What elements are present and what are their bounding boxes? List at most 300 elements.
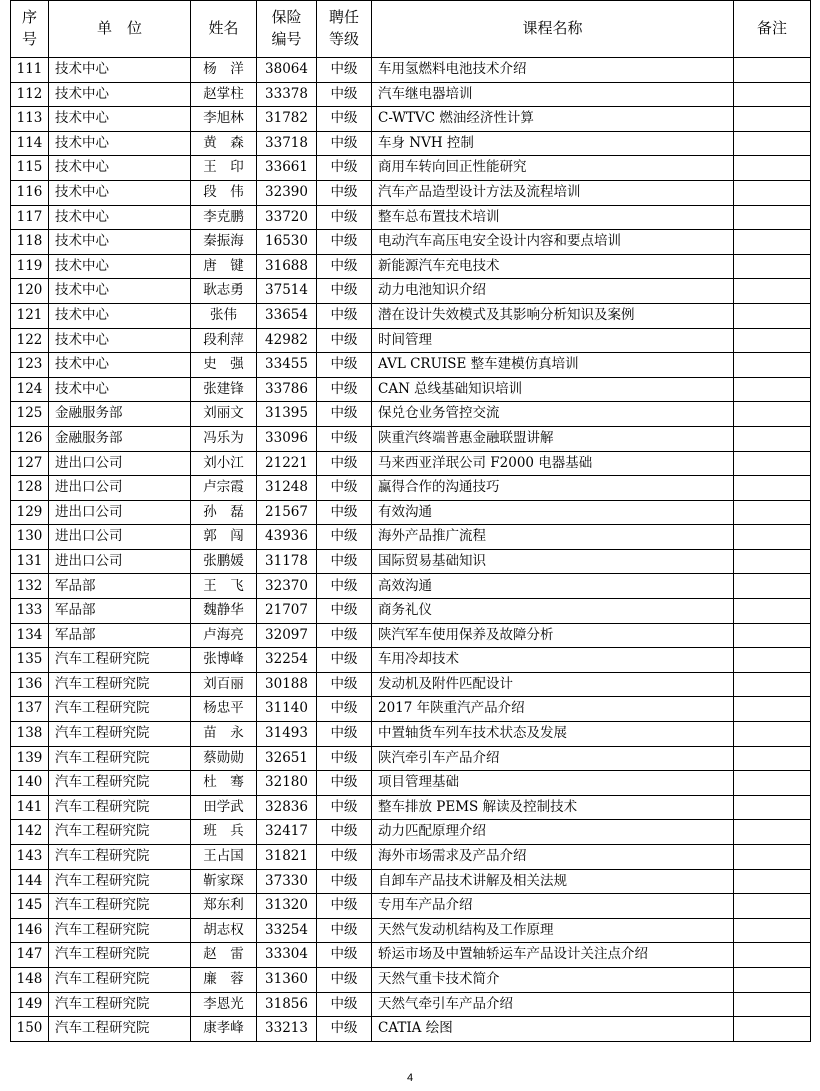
row-grade: 中级 (317, 500, 372, 525)
row-note (734, 845, 811, 870)
row-unit: 汽车工程研究院 (49, 697, 191, 722)
row-unit: 技术中心 (49, 328, 191, 353)
row-note (734, 549, 811, 574)
row-course: 2017 年陕重汽产品介绍 (372, 697, 734, 722)
row-insurance-no: 31782 (257, 107, 317, 132)
row-grade: 中级 (317, 574, 372, 599)
row-name: 史 强 (191, 353, 257, 378)
table-row (11, 648, 811, 673)
row-seq: 150 (11, 1017, 49, 1042)
row-course: 天然气牵引车产品介绍 (372, 992, 734, 1017)
row-unit: 技术中心 (49, 180, 191, 205)
row-note (734, 500, 811, 525)
row-note (734, 599, 811, 624)
table-row (11, 156, 811, 181)
header-seq: 序 号 (11, 1, 49, 58)
row-seq: 121 (11, 303, 49, 328)
row-unit: 技术中心 (49, 156, 191, 181)
row-grade: 中级 (317, 992, 372, 1017)
row-note (734, 771, 811, 796)
row-grade: 中级 (317, 599, 372, 624)
row-insurance-no: 31140 (257, 697, 317, 722)
table-row (11, 131, 811, 156)
row-name: 卢海亮 (191, 623, 257, 648)
row-insurance-no: 33786 (257, 377, 317, 402)
row-unit: 军品部 (49, 574, 191, 599)
row-course: 商务礼仪 (372, 599, 734, 624)
row-note (734, 205, 811, 230)
row-grade: 中级 (317, 377, 372, 402)
row-course: AVL CRUISE 整车建模仿真培训 (372, 353, 734, 378)
row-course: 天然气重卡技术简介 (372, 967, 734, 992)
row-seq: 146 (11, 918, 49, 943)
row-note (734, 303, 811, 328)
row-insurance-no: 33254 (257, 918, 317, 943)
course-table (10, 0, 811, 1042)
row-insurance-no: 33213 (257, 1017, 317, 1042)
row-insurance-no: 31178 (257, 549, 317, 574)
header-unit: 单 位 (49, 1, 191, 58)
row-seq: 148 (11, 967, 49, 992)
row-grade: 中级 (317, 672, 372, 697)
row-seq: 137 (11, 697, 49, 722)
row-note (734, 451, 811, 476)
row-unit: 技术中心 (49, 107, 191, 132)
header-course: 课程名称 (372, 1, 734, 58)
row-insurance-no: 33304 (257, 943, 317, 968)
table-row (11, 377, 811, 402)
row-note (734, 967, 811, 992)
row-unit: 技术中心 (49, 205, 191, 230)
table-row (11, 943, 811, 968)
row-insurance-no: 32390 (257, 180, 317, 205)
row-unit: 汽车工程研究院 (49, 771, 191, 796)
row-insurance-no: 33096 (257, 426, 317, 451)
row-grade: 中级 (317, 549, 372, 574)
row-grade: 中级 (317, 180, 372, 205)
table-body (11, 58, 811, 1042)
row-course: 陕汽牵引车产品介绍 (372, 746, 734, 771)
row-name: 耿志勇 (191, 279, 257, 304)
table-row (11, 82, 811, 107)
row-note (734, 156, 811, 181)
row-course: 国际贸易基础知识 (372, 549, 734, 574)
row-insurance-no: 33378 (257, 82, 317, 107)
row-grade: 中级 (317, 476, 372, 501)
row-insurance-no: 31493 (257, 722, 317, 747)
row-unit: 进出口公司 (49, 549, 191, 574)
row-unit: 技术中心 (49, 377, 191, 402)
row-unit: 汽车工程研究院 (49, 746, 191, 771)
row-name: 苗 永 (191, 722, 257, 747)
row-grade: 中级 (317, 451, 372, 476)
row-grade: 中级 (317, 426, 372, 451)
row-unit: 汽车工程研究院 (49, 869, 191, 894)
row-note (734, 525, 811, 550)
row-note (734, 992, 811, 1017)
row-grade: 中级 (317, 943, 372, 968)
row-course: 电动汽车高压电安全设计内容和要点培训 (372, 230, 734, 255)
row-seq: 112 (11, 82, 49, 107)
row-name: 刘丽文 (191, 402, 257, 427)
row-grade: 中级 (317, 894, 372, 919)
row-course: 车用冷却技术 (372, 648, 734, 673)
row-unit: 技术中心 (49, 82, 191, 107)
row-unit: 技术中心 (49, 353, 191, 378)
row-course: 车用氢燃料电池技术介绍 (372, 58, 734, 83)
row-seq: 141 (11, 795, 49, 820)
row-course: 汽车产品造型设计方法及流程培训 (372, 180, 734, 205)
row-seq: 115 (11, 156, 49, 181)
row-name: 班 兵 (191, 820, 257, 845)
row-note (734, 722, 811, 747)
row-unit: 汽车工程研究院 (49, 1017, 191, 1042)
table-row (11, 402, 811, 427)
row-seq: 143 (11, 845, 49, 870)
row-course: 马来西亚洋珉公司 F2000 电器基础 (372, 451, 734, 476)
row-grade: 中级 (317, 795, 372, 820)
row-insurance-no: 31856 (257, 992, 317, 1017)
row-seq: 126 (11, 426, 49, 451)
table-row (11, 500, 811, 525)
row-grade: 中级 (317, 967, 372, 992)
row-grade: 中级 (317, 156, 372, 181)
row-name: 刘百丽 (191, 672, 257, 697)
row-name: 王占国 (191, 845, 257, 870)
row-seq: 131 (11, 549, 49, 574)
row-unit: 汽车工程研究院 (49, 918, 191, 943)
row-insurance-no: 32651 (257, 746, 317, 771)
row-note (734, 353, 811, 378)
row-insurance-no: 21567 (257, 500, 317, 525)
row-name: 卢宗霞 (191, 476, 257, 501)
table-row (11, 672, 811, 697)
row-grade: 中级 (317, 525, 372, 550)
row-unit: 进出口公司 (49, 500, 191, 525)
row-name: 胡志权 (191, 918, 257, 943)
row-note (734, 894, 811, 919)
row-note (734, 279, 811, 304)
row-note (734, 623, 811, 648)
row-note (734, 426, 811, 451)
row-unit: 汽车工程研究院 (49, 845, 191, 870)
row-course: 动力匹配原理介绍 (372, 820, 734, 845)
row-note (734, 648, 811, 673)
row-note (734, 574, 811, 599)
row-note (734, 58, 811, 83)
row-name: 李恩光 (191, 992, 257, 1017)
row-name: 魏静华 (191, 599, 257, 624)
row-grade: 中级 (317, 722, 372, 747)
row-seq: 144 (11, 869, 49, 894)
header-insurance: 保险 编号 (257, 1, 317, 58)
row-name: 张建锋 (191, 377, 257, 402)
table-row (11, 746, 811, 771)
row-note (734, 402, 811, 427)
row-unit: 汽车工程研究院 (49, 967, 191, 992)
row-unit: 军品部 (49, 623, 191, 648)
row-name: 张博峰 (191, 648, 257, 673)
row-grade: 中级 (317, 131, 372, 156)
row-insurance-no: 42982 (257, 328, 317, 353)
table-row (11, 1017, 811, 1042)
row-seq: 123 (11, 353, 49, 378)
row-course: 新能源汽车充电技术 (372, 254, 734, 279)
header-grade: 聘任 等级 (317, 1, 372, 58)
row-unit: 汽车工程研究院 (49, 722, 191, 747)
table-row (11, 476, 811, 501)
row-unit: 汽车工程研究院 (49, 820, 191, 845)
row-course: CATIA 绘图 (372, 1017, 734, 1042)
table-row (11, 574, 811, 599)
table-row (11, 623, 811, 648)
row-unit: 汽车工程研究院 (49, 992, 191, 1017)
row-note (734, 230, 811, 255)
row-seq: 139 (11, 746, 49, 771)
row-course: 有效沟通 (372, 500, 734, 525)
row-grade: 中级 (317, 402, 372, 427)
row-name: 赵掌柱 (191, 82, 257, 107)
row-insurance-no: 33720 (257, 205, 317, 230)
row-grade: 中级 (317, 1017, 372, 1042)
row-note (734, 476, 811, 501)
table-row (11, 820, 811, 845)
table-row (11, 869, 811, 894)
row-seq: 119 (11, 254, 49, 279)
page-number: 4 (406, 1072, 414, 1084)
row-name: 赵 雷 (191, 943, 257, 968)
row-seq: 113 (11, 107, 49, 132)
row-name: 王 印 (191, 156, 257, 181)
table-row (11, 918, 811, 943)
row-unit: 技术中心 (49, 254, 191, 279)
row-course: 项目管理基础 (372, 771, 734, 796)
table-row (11, 303, 811, 328)
row-name: 靳家琛 (191, 869, 257, 894)
row-grade: 中级 (317, 869, 372, 894)
row-grade: 中级 (317, 771, 372, 796)
row-name: 康孝峰 (191, 1017, 257, 1042)
row-name: 张伟 (191, 303, 257, 328)
table-row (11, 353, 811, 378)
row-insurance-no: 37330 (257, 869, 317, 894)
row-note (734, 377, 811, 402)
row-name: 李克鹏 (191, 205, 257, 230)
row-note (734, 746, 811, 771)
row-seq: 114 (11, 131, 49, 156)
row-grade: 中级 (317, 845, 372, 870)
row-course: 发动机及附件匹配设计 (372, 672, 734, 697)
row-note (734, 328, 811, 353)
row-unit: 进出口公司 (49, 476, 191, 501)
row-course: 自卸车产品技术讲解及相关法规 (372, 869, 734, 894)
row-course: 陕汽军车使用保养及故障分析 (372, 623, 734, 648)
row-seq: 122 (11, 328, 49, 353)
table-row (11, 254, 811, 279)
row-seq: 124 (11, 377, 49, 402)
row-seq: 128 (11, 476, 49, 501)
row-grade: 中级 (317, 279, 372, 304)
row-name: 段 伟 (191, 180, 257, 205)
row-grade: 中级 (317, 746, 372, 771)
table-row (11, 451, 811, 476)
row-insurance-no: 31821 (257, 845, 317, 870)
row-seq: 127 (11, 451, 49, 476)
table-row (11, 771, 811, 796)
row-seq: 117 (11, 205, 49, 230)
row-course: 专用车产品介绍 (372, 894, 734, 919)
row-course: 海外市场需求及产品介绍 (372, 845, 734, 870)
row-note (734, 107, 811, 132)
row-unit: 汽车工程研究院 (49, 672, 191, 697)
row-grade: 中级 (317, 254, 372, 279)
row-unit: 汽车工程研究院 (49, 648, 191, 673)
row-course: 潜在设计失效模式及其影响分析知识及案例 (372, 303, 734, 328)
table-row (11, 180, 811, 205)
row-note (734, 254, 811, 279)
row-seq: 111 (11, 58, 49, 83)
table-row (11, 599, 811, 624)
row-seq: 129 (11, 500, 49, 525)
row-insurance-no: 32836 (257, 795, 317, 820)
table-row (11, 328, 811, 353)
row-unit: 金融服务部 (49, 402, 191, 427)
row-course: 车身 NVH 控制 (372, 131, 734, 156)
row-insurance-no: 30188 (257, 672, 317, 697)
row-grade: 中级 (317, 820, 372, 845)
row-name: 唐 键 (191, 254, 257, 279)
row-unit: 进出口公司 (49, 451, 191, 476)
row-name: 田学武 (191, 795, 257, 820)
row-insurance-no: 33654 (257, 303, 317, 328)
row-seq: 140 (11, 771, 49, 796)
row-course: 保兑仓业务管控交流 (372, 402, 734, 427)
row-insurance-no: 21707 (257, 599, 317, 624)
row-name: 刘小江 (191, 451, 257, 476)
row-grade: 中级 (317, 648, 372, 673)
table-row (11, 722, 811, 747)
row-insurance-no: 16530 (257, 230, 317, 255)
row-note (734, 672, 811, 697)
row-unit: 技术中心 (49, 279, 191, 304)
table-row (11, 230, 811, 255)
row-insurance-no: 31688 (257, 254, 317, 279)
row-seq: 134 (11, 623, 49, 648)
row-name: 秦振海 (191, 230, 257, 255)
row-seq: 145 (11, 894, 49, 919)
row-note (734, 943, 811, 968)
row-seq: 125 (11, 402, 49, 427)
row-note (734, 1017, 811, 1042)
row-grade: 中级 (317, 303, 372, 328)
row-insurance-no: 32370 (257, 574, 317, 599)
row-seq: 136 (11, 672, 49, 697)
row-grade: 中级 (317, 82, 372, 107)
row-insurance-no: 37514 (257, 279, 317, 304)
row-unit: 军品部 (49, 599, 191, 624)
table-row (11, 894, 811, 919)
row-insurance-no: 33661 (257, 156, 317, 181)
header-note: 备注 (734, 1, 811, 58)
row-name: 郑东利 (191, 894, 257, 919)
row-insurance-no: 32180 (257, 771, 317, 796)
row-note (734, 180, 811, 205)
row-unit: 金融服务部 (49, 426, 191, 451)
row-insurance-no: 31248 (257, 476, 317, 501)
row-name: 孙 磊 (191, 500, 257, 525)
table-row (11, 549, 811, 574)
row-grade: 中级 (317, 205, 372, 230)
row-insurance-no: 31360 (257, 967, 317, 992)
table-row (11, 279, 811, 304)
row-unit: 汽车工程研究院 (49, 943, 191, 968)
row-insurance-no: 33718 (257, 131, 317, 156)
table-row (11, 697, 811, 722)
row-insurance-no: 38064 (257, 58, 317, 83)
row-name: 廉 蓉 (191, 967, 257, 992)
row-insurance-no: 32417 (257, 820, 317, 845)
table-row (11, 967, 811, 992)
row-course: C-WTVC 燃油经济性计算 (372, 107, 734, 132)
row-insurance-no: 31320 (257, 894, 317, 919)
row-name: 段利萍 (191, 328, 257, 353)
row-note (734, 697, 811, 722)
row-note (734, 131, 811, 156)
row-name: 蔡勋勋 (191, 746, 257, 771)
row-insurance-no: 32097 (257, 623, 317, 648)
row-name: 郭 闯 (191, 525, 257, 550)
row-unit: 技术中心 (49, 131, 191, 156)
row-unit: 技术中心 (49, 303, 191, 328)
row-course: 整车总布置技术培训 (372, 205, 734, 230)
row-course: 中置轴货车列车技术状态及发展 (372, 722, 734, 747)
row-grade: 中级 (317, 328, 372, 353)
table-row (11, 525, 811, 550)
row-course: 赢得合作的沟通技巧 (372, 476, 734, 501)
row-note (734, 869, 811, 894)
row-unit: 进出口公司 (49, 525, 191, 550)
row-grade: 中级 (317, 230, 372, 255)
table-row (11, 845, 811, 870)
row-seq: 116 (11, 180, 49, 205)
header-row (11, 1, 811, 58)
row-course: 高效沟通 (372, 574, 734, 599)
row-seq: 135 (11, 648, 49, 673)
row-course: 商用车转向回正性能研究 (372, 156, 734, 181)
row-name: 杨 洋 (191, 58, 257, 83)
row-course: CAN 总线基础知识培训 (372, 377, 734, 402)
row-name: 黄 森 (191, 131, 257, 156)
row-course: 天然气发动机结构及工作原理 (372, 918, 734, 943)
row-course: 整车排放 PEMS 解读及控制技术 (372, 795, 734, 820)
row-seq: 149 (11, 992, 49, 1017)
row-seq: 133 (11, 599, 49, 624)
row-note (734, 795, 811, 820)
row-name: 冯乐为 (191, 426, 257, 451)
row-note (734, 918, 811, 943)
row-course: 动力电池知识介绍 (372, 279, 734, 304)
row-grade: 中级 (317, 107, 372, 132)
table-row (11, 992, 811, 1017)
row-insurance-no: 33455 (257, 353, 317, 378)
row-grade: 中级 (317, 697, 372, 722)
row-name: 李旭林 (191, 107, 257, 132)
table-row (11, 205, 811, 230)
row-unit: 技术中心 (49, 230, 191, 255)
row-course: 汽车继电器培训 (372, 82, 734, 107)
table-row (11, 107, 811, 132)
row-seq: 132 (11, 574, 49, 599)
